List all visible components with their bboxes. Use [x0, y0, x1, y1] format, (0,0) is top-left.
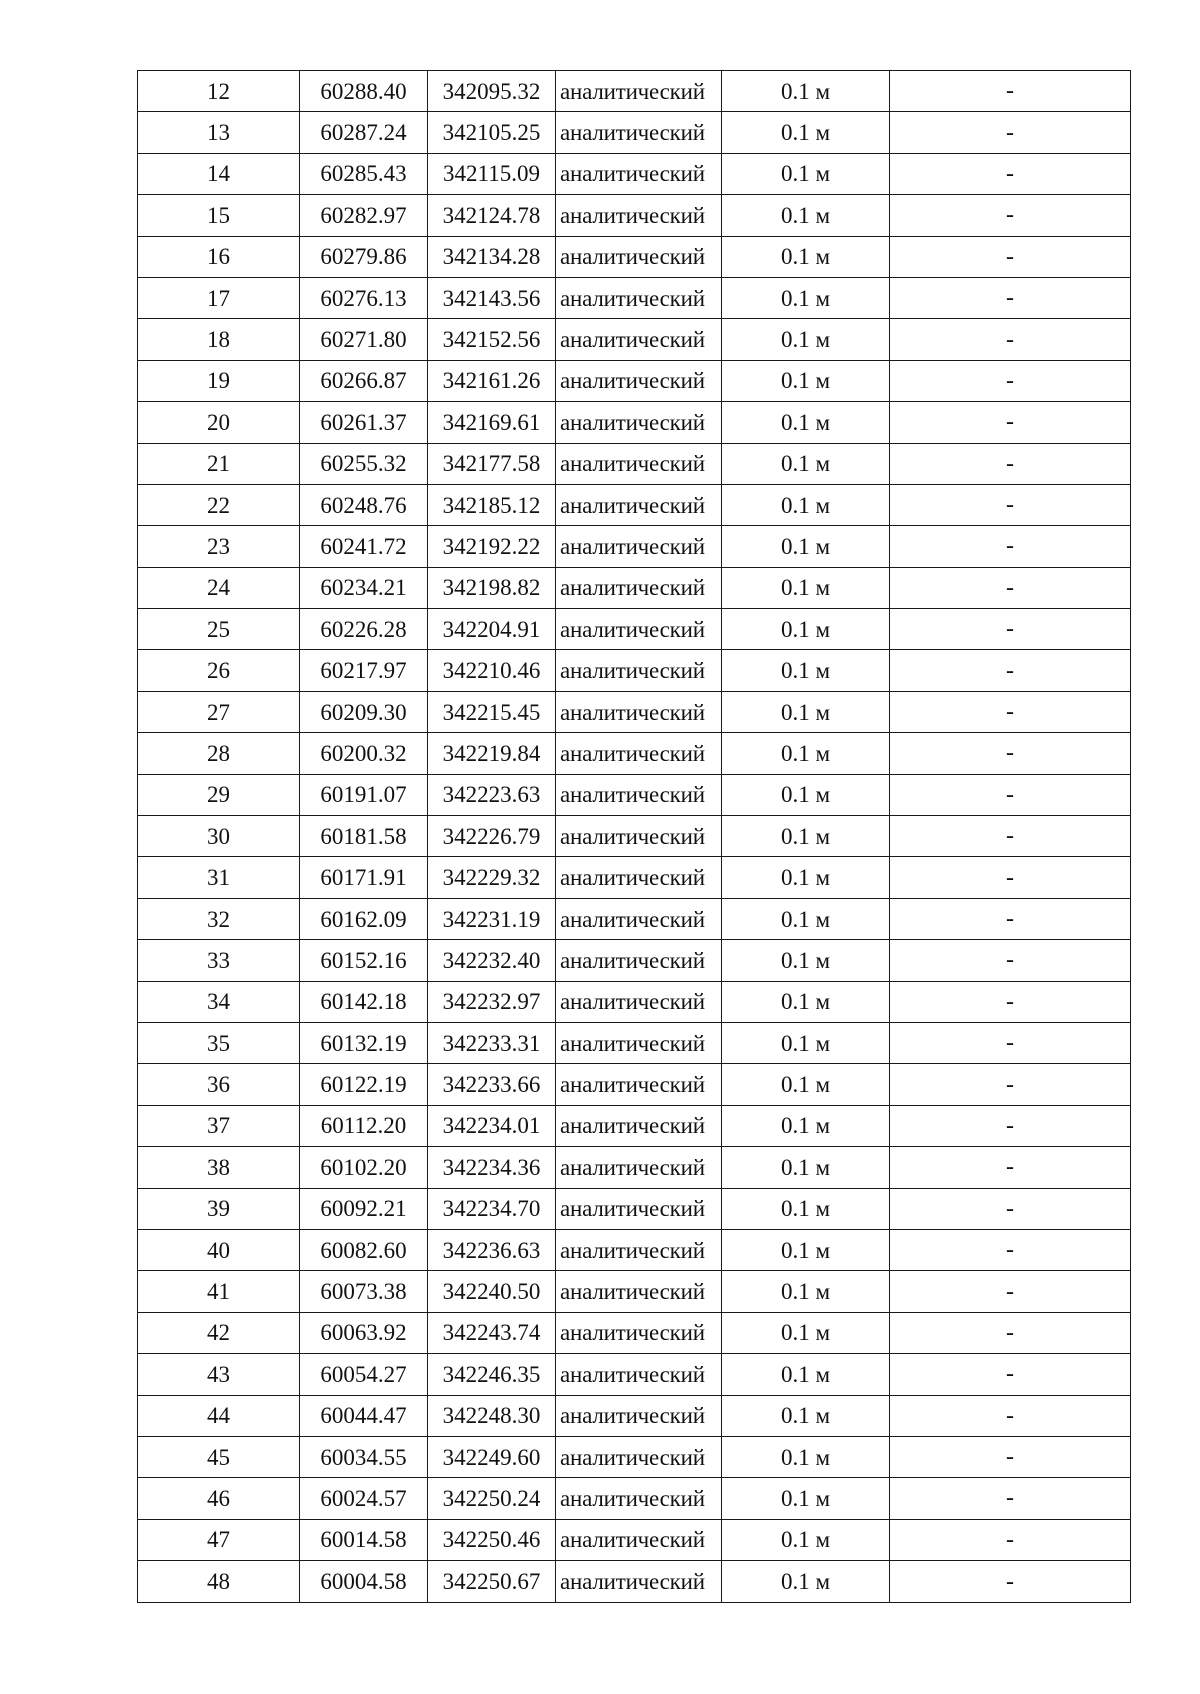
x-coordinate-cell: 60014.58 — [300, 1519, 428, 1560]
accuracy-cell: 0.1 м — [722, 443, 890, 484]
accuracy-cell: 0.1 м — [722, 319, 890, 360]
x-coordinate-cell: 60034.55 — [300, 1436, 428, 1477]
method-cell: аналитический — [556, 112, 722, 153]
method-cell: аналитический — [556, 1519, 722, 1560]
point-number-cell: 12 — [138, 71, 300, 112]
accuracy-cell: 0.1 м — [722, 857, 890, 898]
x-coordinate-cell: 60132.19 — [300, 1022, 428, 1063]
point-number-cell: 20 — [138, 402, 300, 443]
point-number-cell: 26 — [138, 650, 300, 691]
accuracy-cell: 0.1 м — [722, 1478, 890, 1519]
accuracy-cell: 0.1 м — [722, 484, 890, 525]
x-coordinate-cell: 60073.38 — [300, 1271, 428, 1312]
x-coordinate-cell: 60122.19 — [300, 1064, 428, 1105]
note-cell: - — [890, 443, 1131, 484]
coordinates-table — [137, 70, 1131, 1603]
table-row — [138, 1519, 1131, 1560]
y-coordinate-cell: 342250.46 — [428, 1519, 556, 1560]
note-cell: - — [890, 1478, 1131, 1519]
accuracy-cell: 0.1 м — [722, 898, 890, 939]
x-coordinate-cell: 60271.80 — [300, 319, 428, 360]
x-coordinate-cell: 60288.40 — [300, 71, 428, 112]
note-cell: - — [890, 691, 1131, 732]
accuracy-cell: 0.1 м — [722, 236, 890, 277]
table-row — [138, 1395, 1131, 1436]
x-coordinate-cell: 60024.57 — [300, 1478, 428, 1519]
x-coordinate-cell: 60261.37 — [300, 402, 428, 443]
x-coordinate-cell: 60162.09 — [300, 898, 428, 939]
y-coordinate-cell: 342233.66 — [428, 1064, 556, 1105]
y-coordinate-cell: 342234.70 — [428, 1188, 556, 1229]
point-number-cell: 13 — [138, 112, 300, 153]
x-coordinate-cell: 60044.47 — [300, 1395, 428, 1436]
table-row — [138, 1436, 1131, 1477]
accuracy-cell: 0.1 м — [722, 277, 890, 318]
y-coordinate-cell: 342243.74 — [428, 1312, 556, 1353]
method-cell: аналитический — [556, 567, 722, 608]
x-coordinate-cell: 60152.16 — [300, 940, 428, 981]
method-cell: аналитический — [556, 816, 722, 857]
method-cell: аналитический — [556, 1147, 722, 1188]
y-coordinate-cell: 342134.28 — [428, 236, 556, 277]
table-row — [138, 1354, 1131, 1395]
method-cell: аналитический — [556, 1561, 722, 1603]
x-coordinate-cell: 60241.72 — [300, 526, 428, 567]
accuracy-cell: 0.1 м — [722, 1188, 890, 1229]
point-number-cell: 30 — [138, 816, 300, 857]
accuracy-cell: 0.1 м — [722, 526, 890, 567]
y-coordinate-cell: 342234.01 — [428, 1105, 556, 1146]
y-coordinate-cell: 342246.35 — [428, 1354, 556, 1395]
y-coordinate-cell: 342232.97 — [428, 981, 556, 1022]
accuracy-cell: 0.1 м — [722, 402, 890, 443]
y-coordinate-cell: 342210.46 — [428, 650, 556, 691]
point-number-cell: 35 — [138, 1022, 300, 1063]
accuracy-cell: 0.1 м — [722, 153, 890, 194]
table-row — [138, 940, 1131, 981]
y-coordinate-cell: 342236.63 — [428, 1229, 556, 1270]
x-coordinate-cell: 60279.86 — [300, 236, 428, 277]
y-coordinate-cell: 342161.26 — [428, 360, 556, 401]
method-cell: аналитический — [556, 1354, 722, 1395]
point-number-cell: 43 — [138, 1354, 300, 1395]
accuracy-cell: 0.1 м — [722, 71, 890, 112]
note-cell: - — [890, 319, 1131, 360]
y-coordinate-cell: 342115.09 — [428, 153, 556, 194]
method-cell: аналитический — [556, 1436, 722, 1477]
method-cell: аналитический — [556, 691, 722, 732]
table-row — [138, 650, 1131, 691]
point-number-cell: 46 — [138, 1478, 300, 1519]
note-cell: - — [890, 112, 1131, 153]
note-cell: - — [890, 1105, 1131, 1146]
note-cell: - — [890, 774, 1131, 815]
method-cell: аналитический — [556, 1229, 722, 1270]
note-cell: - — [890, 71, 1131, 112]
x-coordinate-cell: 60255.32 — [300, 443, 428, 484]
accuracy-cell: 0.1 м — [722, 360, 890, 401]
note-cell: - — [890, 733, 1131, 774]
method-cell: аналитический — [556, 1022, 722, 1063]
y-coordinate-cell: 342204.91 — [428, 609, 556, 650]
x-coordinate-cell: 60063.92 — [300, 1312, 428, 1353]
x-coordinate-cell: 60200.32 — [300, 733, 428, 774]
note-cell: - — [890, 567, 1131, 608]
y-coordinate-cell: 342226.79 — [428, 816, 556, 857]
method-cell: аналитический — [556, 940, 722, 981]
table-row — [138, 236, 1131, 277]
note-cell: - — [890, 981, 1131, 1022]
accuracy-cell: 0.1 м — [722, 1271, 890, 1312]
y-coordinate-cell: 342233.31 — [428, 1022, 556, 1063]
x-coordinate-cell: 60112.20 — [300, 1105, 428, 1146]
point-number-cell: 23 — [138, 526, 300, 567]
table-row — [138, 774, 1131, 815]
point-number-cell: 28 — [138, 733, 300, 774]
point-number-cell: 18 — [138, 319, 300, 360]
note-cell: - — [890, 1354, 1131, 1395]
x-coordinate-cell: 60082.60 — [300, 1229, 428, 1270]
accuracy-cell: 0.1 м — [722, 567, 890, 608]
point-number-cell: 21 — [138, 443, 300, 484]
accuracy-cell: 0.1 м — [722, 195, 890, 236]
x-coordinate-cell: 60191.07 — [300, 774, 428, 815]
x-coordinate-cell: 60142.18 — [300, 981, 428, 1022]
accuracy-cell: 0.1 м — [722, 1105, 890, 1146]
note-cell: - — [890, 236, 1131, 277]
point-number-cell: 31 — [138, 857, 300, 898]
table-row — [138, 277, 1131, 318]
y-coordinate-cell: 342192.22 — [428, 526, 556, 567]
method-cell: аналитический — [556, 1105, 722, 1146]
table-row — [138, 360, 1131, 401]
point-number-cell: 22 — [138, 484, 300, 525]
note-cell: - — [890, 1436, 1131, 1477]
table-row — [138, 609, 1131, 650]
table-row — [138, 1312, 1131, 1353]
note-cell: - — [890, 526, 1131, 567]
y-coordinate-cell: 342152.56 — [428, 319, 556, 360]
table-row — [138, 981, 1131, 1022]
y-coordinate-cell: 342223.63 — [428, 774, 556, 815]
point-number-cell: 32 — [138, 898, 300, 939]
table-row — [138, 898, 1131, 939]
x-coordinate-cell: 60171.91 — [300, 857, 428, 898]
method-cell: аналитический — [556, 402, 722, 443]
point-number-cell: 47 — [138, 1519, 300, 1560]
method-cell: аналитический — [556, 981, 722, 1022]
method-cell: аналитический — [556, 774, 722, 815]
table-row — [138, 195, 1131, 236]
table-row — [138, 71, 1131, 112]
point-number-cell: 37 — [138, 1105, 300, 1146]
method-cell: аналитический — [556, 1064, 722, 1105]
table-row — [138, 319, 1131, 360]
accuracy-cell: 0.1 м — [722, 1519, 890, 1560]
accuracy-cell: 0.1 м — [722, 1022, 890, 1063]
point-number-cell: 42 — [138, 1312, 300, 1353]
accuracy-cell: 0.1 м — [722, 1436, 890, 1477]
note-cell: - — [890, 1022, 1131, 1063]
y-coordinate-cell: 342234.36 — [428, 1147, 556, 1188]
note-cell: - — [890, 1229, 1131, 1270]
note-cell: - — [890, 1519, 1131, 1560]
x-coordinate-cell: 60226.28 — [300, 609, 428, 650]
note-cell: - — [890, 857, 1131, 898]
table-row — [138, 691, 1131, 732]
y-coordinate-cell: 342185.12 — [428, 484, 556, 525]
note-cell: - — [890, 1271, 1131, 1312]
point-number-cell: 45 — [138, 1436, 300, 1477]
accuracy-cell: 0.1 м — [722, 1354, 890, 1395]
y-coordinate-cell: 342105.25 — [428, 112, 556, 153]
method-cell: аналитический — [556, 319, 722, 360]
method-cell: аналитический — [556, 733, 722, 774]
y-coordinate-cell: 342198.82 — [428, 567, 556, 608]
point-number-cell: 17 — [138, 277, 300, 318]
y-coordinate-cell: 342232.40 — [428, 940, 556, 981]
accuracy-cell: 0.1 м — [722, 1561, 890, 1603]
y-coordinate-cell: 342229.32 — [428, 857, 556, 898]
note-cell: - — [890, 898, 1131, 939]
x-coordinate-cell: 60282.97 — [300, 195, 428, 236]
x-coordinate-cell: 60217.97 — [300, 650, 428, 691]
x-coordinate-cell: 60276.13 — [300, 277, 428, 318]
y-coordinate-cell: 342169.61 — [428, 402, 556, 443]
table-row — [138, 1271, 1131, 1312]
y-coordinate-cell: 342249.60 — [428, 1436, 556, 1477]
accuracy-cell: 0.1 м — [722, 112, 890, 153]
accuracy-cell: 0.1 м — [722, 981, 890, 1022]
point-number-cell: 24 — [138, 567, 300, 608]
method-cell: аналитический — [556, 1312, 722, 1353]
note-cell: - — [890, 1312, 1131, 1353]
x-coordinate-cell: 60004.58 — [300, 1561, 428, 1603]
point-number-cell: 15 — [138, 195, 300, 236]
accuracy-cell: 0.1 м — [722, 733, 890, 774]
method-cell: аналитический — [556, 898, 722, 939]
point-number-cell: 38 — [138, 1147, 300, 1188]
note-cell: - — [890, 195, 1131, 236]
method-cell: аналитический — [556, 360, 722, 401]
accuracy-cell: 0.1 м — [722, 816, 890, 857]
table-row — [138, 733, 1131, 774]
table-row — [138, 153, 1131, 194]
note-cell: - — [890, 1188, 1131, 1229]
accuracy-cell: 0.1 м — [722, 691, 890, 732]
point-number-cell: 14 — [138, 153, 300, 194]
method-cell: аналитический — [556, 609, 722, 650]
point-number-cell: 44 — [138, 1395, 300, 1436]
table-row — [138, 1064, 1131, 1105]
method-cell: аналитический — [556, 857, 722, 898]
y-coordinate-cell: 342248.30 — [428, 1395, 556, 1436]
x-coordinate-cell: 60209.30 — [300, 691, 428, 732]
note-cell: - — [890, 940, 1131, 981]
table-row — [138, 1561, 1131, 1603]
point-number-cell: 34 — [138, 981, 300, 1022]
point-number-cell: 41 — [138, 1271, 300, 1312]
y-coordinate-cell: 342095.32 — [428, 71, 556, 112]
y-coordinate-cell: 342231.19 — [428, 898, 556, 939]
point-number-cell: 16 — [138, 236, 300, 277]
y-coordinate-cell: 342124.78 — [428, 195, 556, 236]
x-coordinate-cell: 60092.21 — [300, 1188, 428, 1229]
method-cell: аналитический — [556, 153, 722, 194]
table-row — [138, 1229, 1131, 1270]
table-row — [138, 1105, 1131, 1146]
method-cell: аналитический — [556, 195, 722, 236]
point-number-cell: 40 — [138, 1229, 300, 1270]
note-cell: - — [890, 1395, 1131, 1436]
table-row — [138, 484, 1131, 525]
accuracy-cell: 0.1 м — [722, 1312, 890, 1353]
table-row — [138, 816, 1131, 857]
table-row — [138, 443, 1131, 484]
x-coordinate-cell: 60054.27 — [300, 1354, 428, 1395]
note-cell: - — [890, 1147, 1131, 1188]
table-row — [138, 1022, 1131, 1063]
y-coordinate-cell: 342143.56 — [428, 277, 556, 318]
table-row — [138, 567, 1131, 608]
point-number-cell: 25 — [138, 609, 300, 650]
point-number-cell: 36 — [138, 1064, 300, 1105]
point-number-cell: 29 — [138, 774, 300, 815]
y-coordinate-cell: 342177.58 — [428, 443, 556, 484]
method-cell: аналитический — [556, 1478, 722, 1519]
method-cell: аналитический — [556, 1271, 722, 1312]
table-row — [138, 1478, 1131, 1519]
point-number-cell: 48 — [138, 1561, 300, 1603]
y-coordinate-cell: 342215.45 — [428, 691, 556, 732]
method-cell: аналитический — [556, 443, 722, 484]
x-coordinate-cell: 60234.21 — [300, 567, 428, 608]
method-cell: аналитический — [556, 1395, 722, 1436]
table-row — [138, 526, 1131, 567]
x-coordinate-cell: 60248.76 — [300, 484, 428, 525]
table-row — [138, 112, 1131, 153]
note-cell: - — [890, 360, 1131, 401]
accuracy-cell: 0.1 м — [722, 650, 890, 691]
note-cell: - — [890, 402, 1131, 443]
table-row — [138, 402, 1131, 443]
table-row — [138, 1147, 1131, 1188]
method-cell: аналитический — [556, 277, 722, 318]
y-coordinate-cell: 342240.50 — [428, 1271, 556, 1312]
accuracy-cell: 0.1 м — [722, 609, 890, 650]
table-row — [138, 857, 1131, 898]
note-cell: - — [890, 484, 1131, 525]
accuracy-cell: 0.1 м — [722, 1064, 890, 1105]
y-coordinate-cell: 342219.84 — [428, 733, 556, 774]
table-row — [138, 1188, 1131, 1229]
accuracy-cell: 0.1 м — [722, 1229, 890, 1270]
x-coordinate-cell: 60102.20 — [300, 1147, 428, 1188]
point-number-cell: 33 — [138, 940, 300, 981]
x-coordinate-cell: 60285.43 — [300, 153, 428, 194]
note-cell: - — [890, 1064, 1131, 1105]
note-cell: - — [890, 277, 1131, 318]
y-coordinate-cell: 342250.24 — [428, 1478, 556, 1519]
note-cell: - — [890, 816, 1131, 857]
y-coordinate-cell: 342250.67 — [428, 1561, 556, 1603]
x-coordinate-cell: 60287.24 — [300, 112, 428, 153]
method-cell: аналитический — [556, 236, 722, 277]
method-cell: аналитический — [556, 1188, 722, 1229]
accuracy-cell: 0.1 м — [722, 1147, 890, 1188]
x-coordinate-cell: 60181.58 — [300, 816, 428, 857]
x-coordinate-cell: 60266.87 — [300, 360, 428, 401]
point-number-cell: 39 — [138, 1188, 300, 1229]
method-cell: аналитический — [556, 71, 722, 112]
method-cell: аналитический — [556, 526, 722, 567]
accuracy-cell: 0.1 м — [722, 774, 890, 815]
note-cell: - — [890, 153, 1131, 194]
coordinates-table-body — [138, 71, 1131, 1603]
note-cell: - — [890, 609, 1131, 650]
accuracy-cell: 0.1 м — [722, 940, 890, 981]
method-cell: аналитический — [556, 484, 722, 525]
note-cell: - — [890, 650, 1131, 691]
point-number-cell: 27 — [138, 691, 300, 732]
note-cell: - — [890, 1561, 1131, 1603]
point-number-cell: 19 — [138, 360, 300, 401]
method-cell: аналитический — [556, 650, 722, 691]
accuracy-cell: 0.1 м — [722, 1395, 890, 1436]
